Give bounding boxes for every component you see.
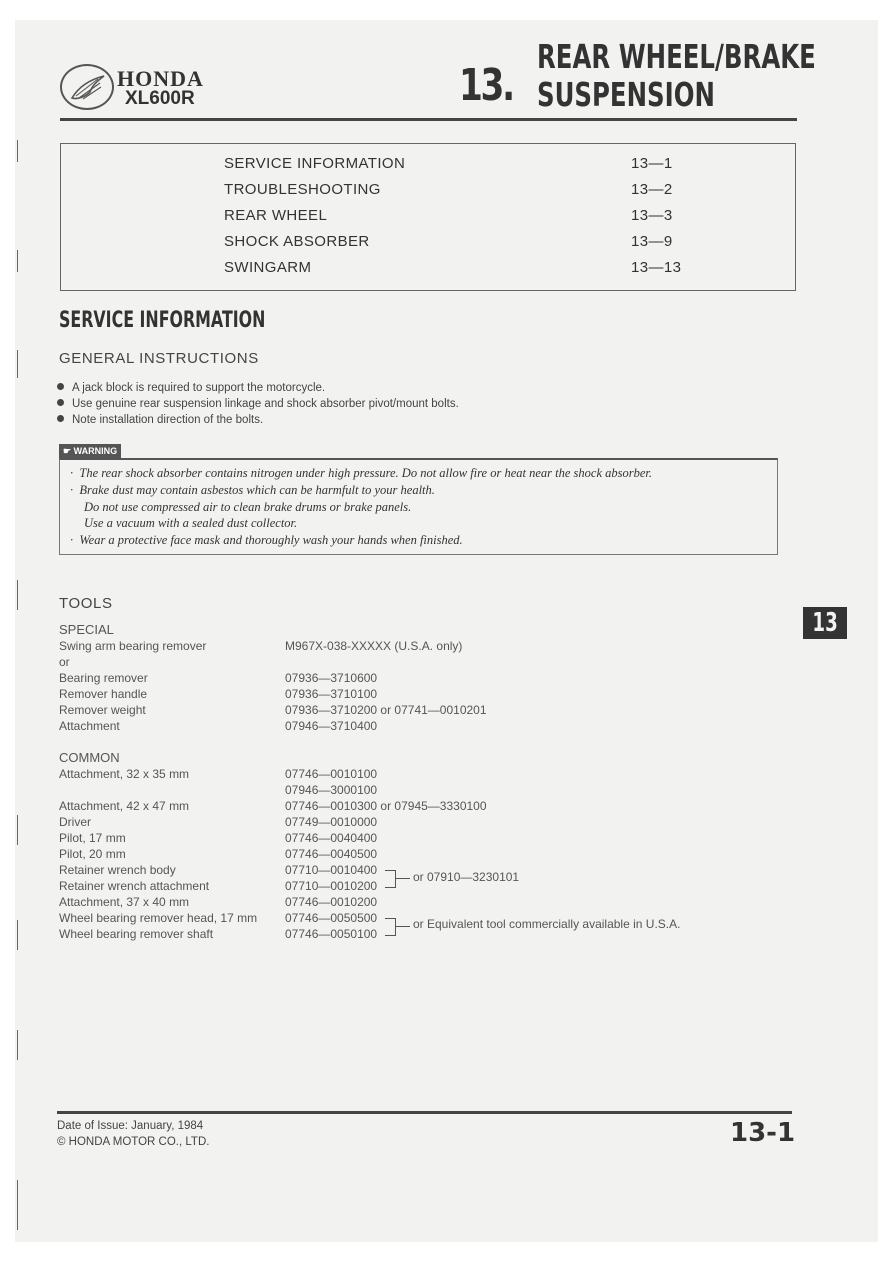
tool-name: or [59,655,70,669]
chapter-number: 13. [459,60,513,111]
tool-name: Pilot, 17 mm [59,831,126,845]
margin-mark [17,140,18,162]
tool-number: 07746—0050500 [285,911,378,925]
toc-page: 13—3 [631,207,673,224]
instruction-item: Note installation direction of the bolts. [57,414,263,426]
tool-number: 07746—0010300 or 07945—3330100 [285,799,487,813]
toc-label: TROUBLESHOOTING [224,181,381,198]
toc-row[interactable] [61,207,795,233]
common-tools-heading: COMMON [59,750,120,765]
copyright: © HONDA MOTOR CO., LTD. [57,1136,210,1148]
chapter-title [537,38,816,114]
chapter-title-line2: SUSPENSION [537,75,715,114]
manual-page [15,20,878,1242]
tool-name: Wheel bearing remover shaft [59,927,214,941]
retainer-alt-note: or 07910—3230101 [413,870,520,884]
tool-number: 07946—3000100 [285,783,378,797]
tool-number: 07746—0010100 [285,767,378,781]
tool-number: 07749—0010000 [285,815,378,829]
warning-line: · The rear shock absorber contains nitrogen under high pressure. Do not allow fire or heat near the shock absorber. [70,466,653,480]
tool-name: Remover weight [59,703,146,717]
tool-name: Pilot, 20 mm [59,847,126,861]
toc-row[interactable] [61,155,795,181]
general-instructions-heading: GENERAL INSTRUCTIONS [59,350,259,367]
wheel-bearing-bracket [385,918,396,936]
tool-name: Attachment, 42 x 47 mm [59,799,190,813]
margin-mark [17,350,18,378]
tool-name: Wheel bearing remover head, 17 mm [59,911,258,925]
margin-mark [17,580,18,610]
special-tools-heading: SPECIAL [59,622,114,637]
warning-line: · Brake dust may contain asbestos which can be harmfult to your health. [70,483,435,497]
table-of-contents [60,143,796,291]
warning-line: Do not use compressed air to clean brake drums or brake panels. [84,500,412,514]
retainer-bracket-line [396,878,410,879]
tool-name: Remover handle [59,687,148,701]
tool-number: 07746—0040500 [285,847,378,861]
toc-row[interactable] [61,181,795,207]
tool-name: Retainer wrench attachment [59,879,210,893]
toc-page: 13—2 [631,181,673,198]
toc-label: SWINGARM [224,259,312,276]
tool-number: 07746—0040400 [285,831,378,845]
page-number: 13-1 [730,1118,796,1148]
warning-box [59,458,778,555]
tool-number: 07710—0010400 [285,863,378,877]
toc-label: SERVICE INFORMATION [224,155,406,172]
tool-name: Driver [59,815,91,829]
margin-mark [17,1030,18,1060]
tool-number: 07936—3710200 or 07741—0010201 [285,703,487,717]
tool-name: Attachment, 37 x 40 mm [59,895,190,909]
tool-number: 07936—3710600 [285,671,378,685]
margin-mark [17,250,18,272]
wheel-bearing-bracket-line [396,926,410,927]
brand-name: HONDA [117,66,204,91]
margin-mark [17,920,18,950]
tool-number: M967X-038-XXXXX (U.S.A. only) [285,639,463,653]
tool-name: Attachment, 32 x 35 mm [59,767,190,781]
retainer-bracket [385,870,396,888]
instruction-item: A jack block is required to support the motorcycle. [57,382,325,394]
toc-label: SHOCK ABSORBER [224,233,370,250]
toc-row[interactable] [61,259,795,285]
warning-badge: ☛ WARNING [59,444,121,458]
toc-page: 13—13 [631,259,682,276]
tool-name: Retainer wrench body [59,863,176,877]
tool-name: Bearing remover [59,671,148,685]
toc-page: 13—1 [631,155,673,172]
tool-name: Attachment [59,719,120,733]
bullet-dot-icon [57,415,64,422]
tool-number: 07710—0010200 [285,879,378,893]
instruction-item: Use genuine rear suspension linkage and shock absorber pivot/mount bolts. [57,398,459,410]
issue-date: Date of Issue: January, 1984 [57,1120,204,1132]
chapter-tab[interactable]: 13 [803,607,847,639]
tool-number: 07936—3710100 [285,687,378,701]
section-title: SERVICE INFORMATION [59,308,266,333]
header-rule [60,118,797,121]
toc-page: 13—9 [631,233,673,250]
tool-number: 07946—3710400 [285,719,378,733]
margin-mark [17,815,18,845]
warning-line: Use a vacuum with a sealed dust collector. [84,516,298,530]
model-name: XL600R [125,88,195,109]
warning-hand-icon: ☛ [63,446,74,456]
warning-line: · Wear a protective face mask and thoroughly wash your hands when finished. [70,533,463,547]
tool-name: Swing arm bearing remover [59,639,207,653]
tool-number: 07746—0010200 [285,895,378,909]
toc-row[interactable] [61,233,795,259]
footer-rule [57,1111,792,1114]
wheel-bearing-alt-note: or Equivalent tool commercially available in U.S.A. [413,917,681,931]
tools-heading: TOOLS [59,595,113,612]
honda-wing-icon [60,64,114,110]
bullet-dot-icon [57,383,64,390]
margin-mark [17,1180,18,1230]
chapter-title-line1: REAR WHEEL/BRAKE [537,37,816,76]
tool-number: 07746—0050100 [285,927,378,941]
toc-label: REAR WHEEL [224,207,328,224]
bullet-dot-icon [57,399,64,406]
